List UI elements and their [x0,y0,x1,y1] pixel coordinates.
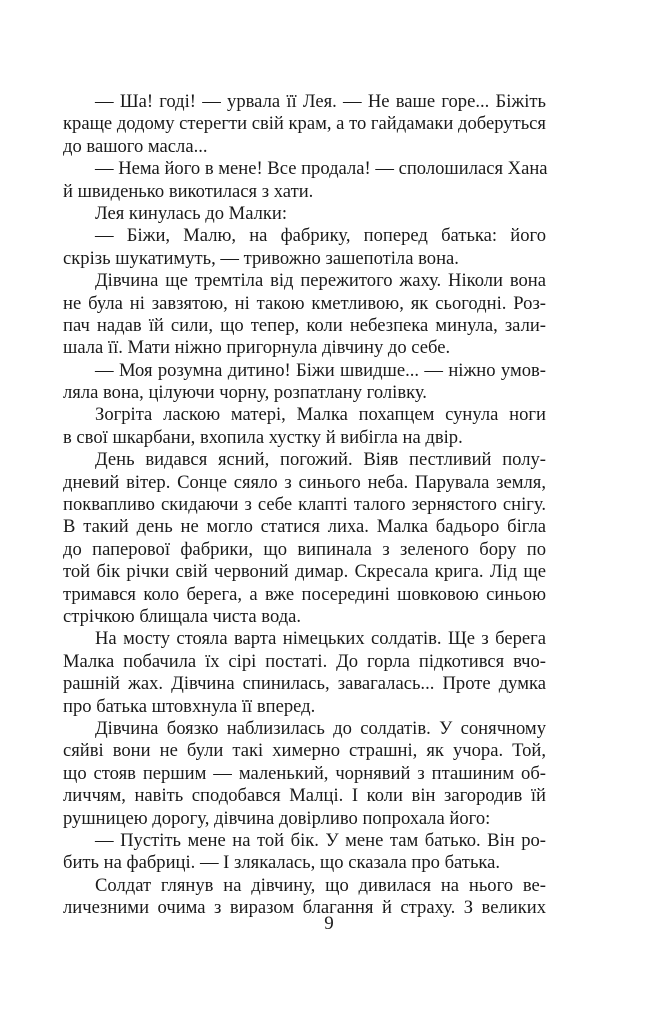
text-line: — Ша! годі! — урвала її Лея. — Не ваше горе... Біжіть [95,91,546,112]
text-line: рушницею дорогу, дівчина довірливо попрохала його: [63,807,491,829]
text-line: Зогріта ласкою матері, Малка похапцем сунула ноги [95,404,546,426]
text-line: рашній жах. Дівчина спинилась, завагалась... Проте думка [63,673,546,695]
text-line: Дівчина ще тремтіла від пережитого жаху. Ніколи вона [95,270,546,292]
text-line: — Біжи, Малю, на фабрику, поперед батька: його [95,225,546,247]
text-line: На мосту стояла варта німецьких солдатів. Ще з берега [95,628,546,650]
text-line: — Нема його в мене! Все продала! — сполошилася Хана [95,158,548,180]
page-number: 9 [324,913,334,934]
text-line: Дівчина боязко наблизилась до солдатів. У сонячному [95,717,546,739]
text-line: до вашого масла... [63,135,208,157]
paragraph [63,225,546,270]
text-line: — Пустіть мене на той бік. У мене там батько. Він ро- [95,829,546,851]
text-line: й швиденько викотилася з хати. [63,180,314,202]
text-line: В такий день не могло статися лиха. Малка бадьоро бігла [63,516,546,538]
page-text [63,91,546,919]
text-line: пач надав їй сили, що тепер, коли небезпека минула, зали- [63,314,546,336]
text-line: Малка побачила їх сірі постаті. До горла підкотився вчо- [63,650,546,672]
text-line: Солдат глянув на дівчину, що дивилася на нього ве- [95,874,546,896]
text-line: не була ні завзятою, ні такою кметливою, як сьогодні. Роз- [63,292,546,314]
text-line: сяйві вони не були такі химерно страшні, як учора. Той, [63,740,546,762]
paragraph [63,203,546,225]
text-line: стрічкою блищала чиста вода. [63,605,302,627]
text-line: дневий вітер. Сонце сяяло з синього неба. Парувала земля, [63,471,546,493]
text-line: личезними очима з виразом благання й страху. З великих [63,897,546,919]
paragraph [63,830,546,875]
text-line: — Моя розумна дитино! Біжи швидше... — ніжно умов- [95,359,546,381]
text-line: про батька штовхнула її вперед. [63,695,316,717]
text-line: скрізь шукатимуть, — тривожно зашепотіла вона. [63,247,459,269]
text-line: в свої шкарбани, вхопила хустку й вибігла на двір. [63,426,463,448]
text-line: ляла вона, цілуючи чорну, розпатлану голівку. [63,382,427,404]
text-line: поквапливо скидаючи з себе клапті талого зернястого снігу. [63,494,546,516]
text-line: до паперової фабрики, що випинала з зеленого бору по [63,538,546,560]
text-line: той бік річки свій червоний димар. Скресала крига. Лід ще [63,561,546,583]
paragraph [63,449,546,628]
text-line: День видався ясний, погожий. Віяв пестливий полу- [95,449,546,471]
paragraph [63,158,546,203]
text-line: що стояв першим — маленький, чорнявий з пташиним об- [63,762,546,784]
paragraph [63,270,546,360]
text-line: бить на фабриці. — І злякалась, що сказала про батька. [63,852,501,874]
text-line: личчям, навіть сподобався Малці. І коли він загородив їй [63,785,546,807]
text-line: шала її. Мати ніжно пригорнула дівчину до себе. [63,337,451,359]
paragraph [63,628,546,718]
text-line: Лея кинулась до Малки: [95,202,288,224]
paragraph [63,404,546,449]
text-line: тримався коло берега, а вже посередині шовковою синьою [63,583,546,605]
paragraph [63,360,546,405]
paragraph [63,91,546,158]
text-line: краще додому стерегти свій крам, а то гайдамаки доберуться [63,113,546,135]
paragraph [63,718,546,830]
